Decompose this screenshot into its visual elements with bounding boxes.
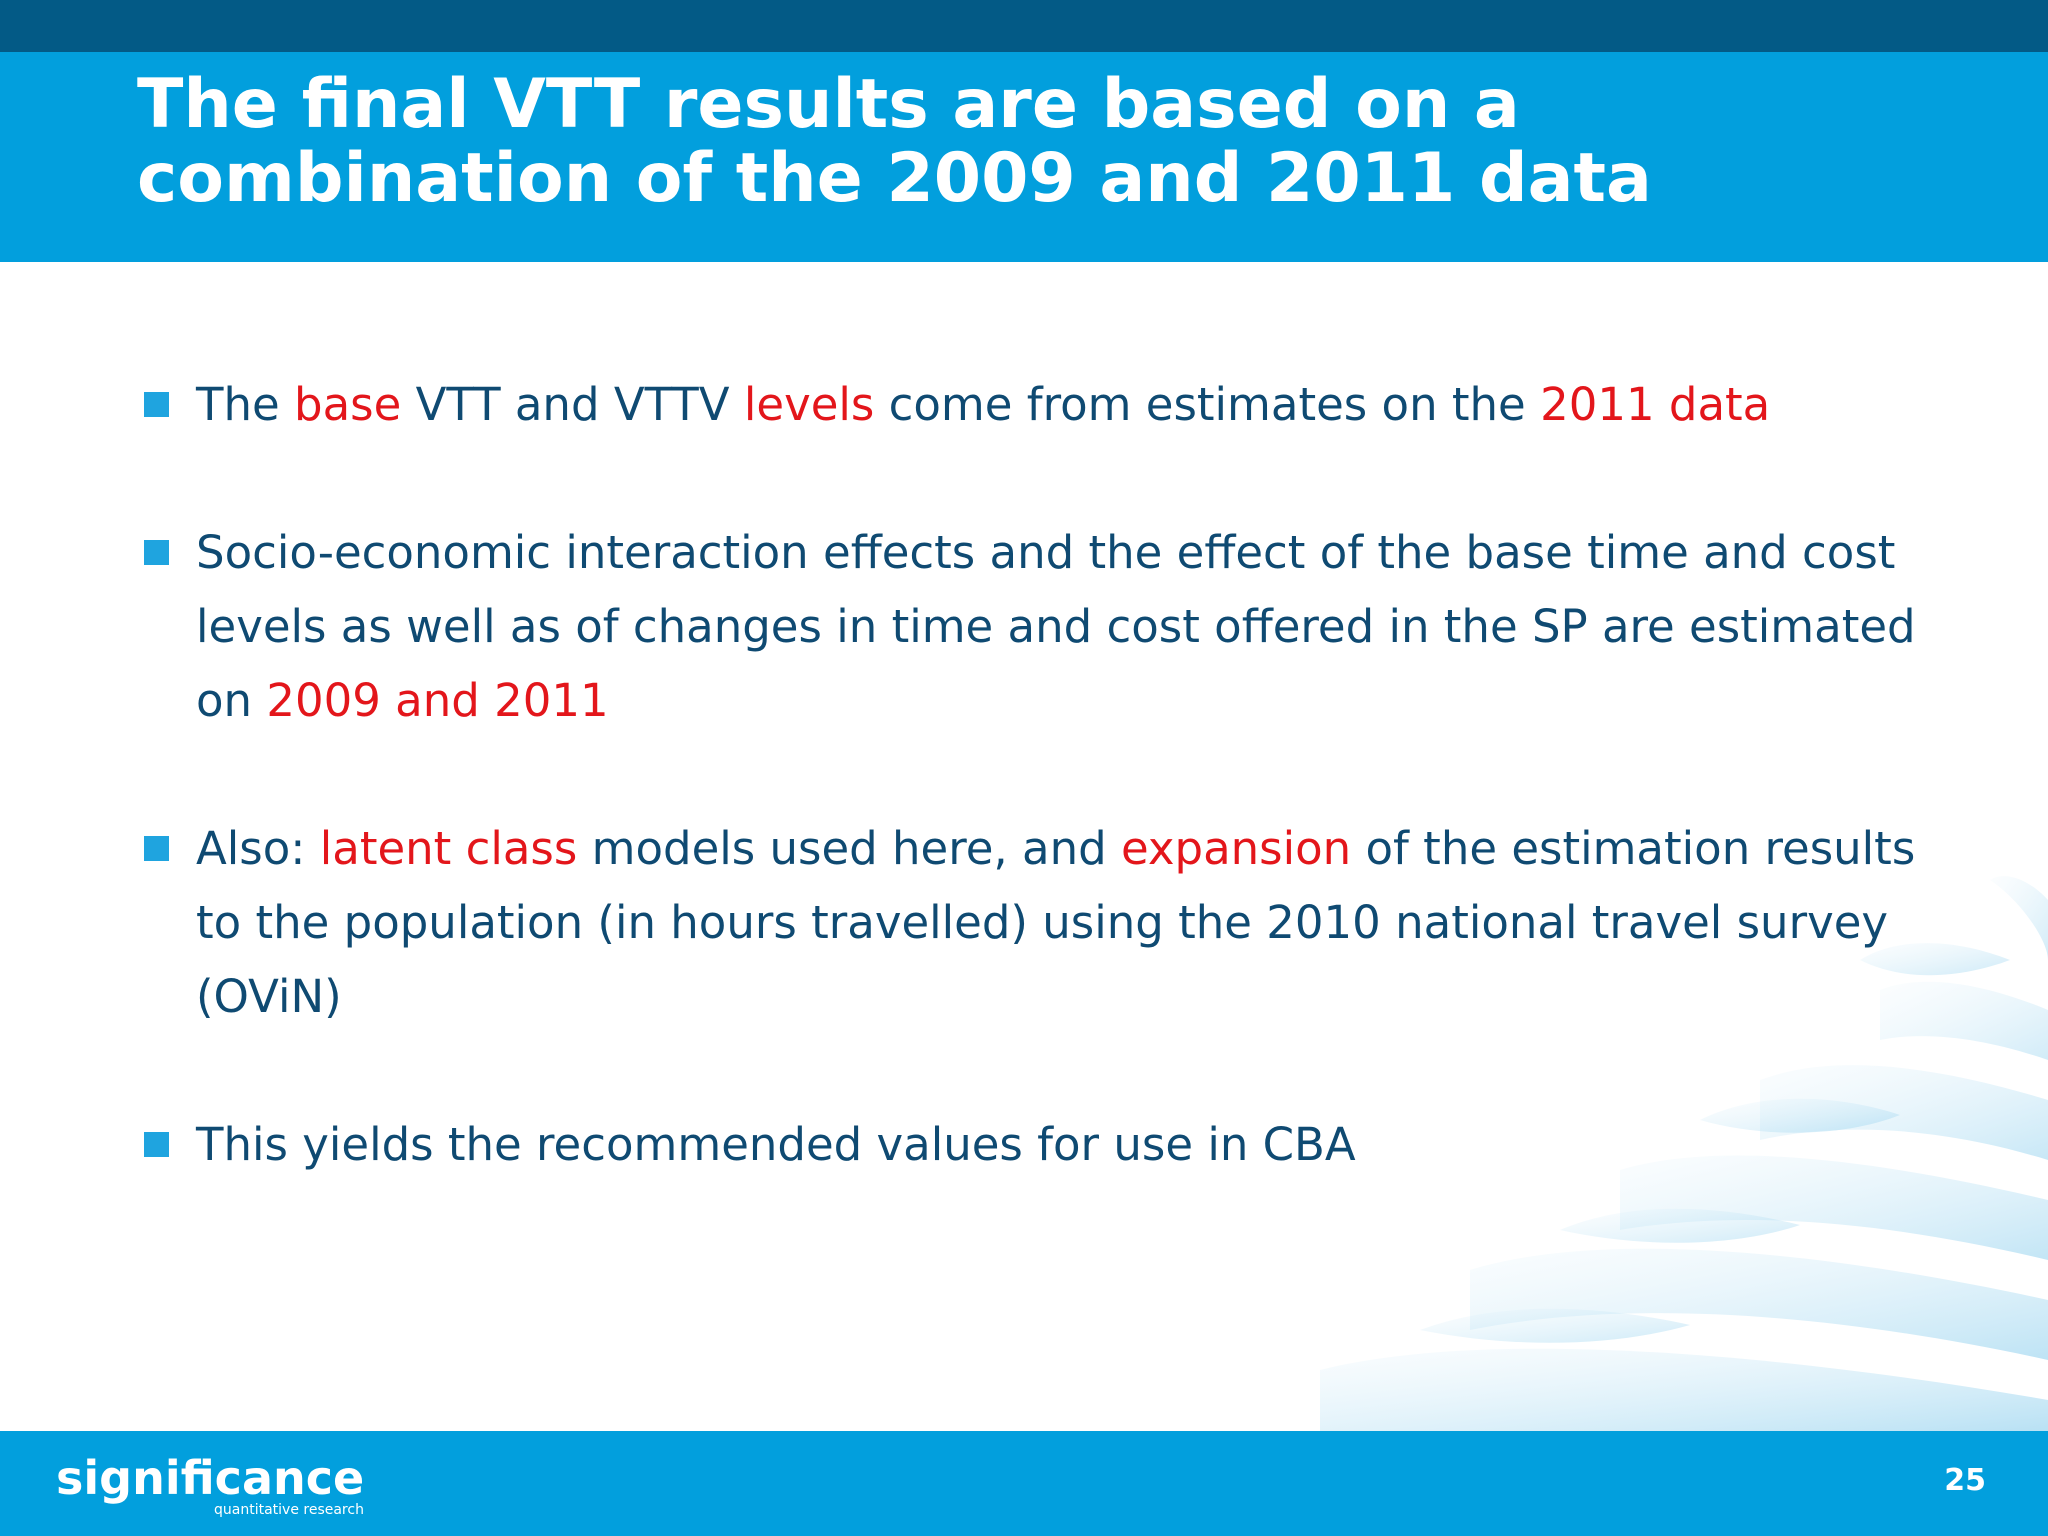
bullet-square-icon [144,540,169,565]
bullet-segment: come from estimates on the [874,378,1541,431]
bullet-list [140,368,1940,1256]
bullet-square-icon [144,1132,169,1157]
bullet-segment: The [196,378,294,431]
bullet-segment: VTT and VTTV [401,378,744,431]
bullet-segment: Socio-economic interaction effects and the effect of the base time and cost levels as well as of changes in time and cost offered in the SP are estimated on [196,526,1916,727]
bullet-item [140,1108,1940,1182]
bullet-square-icon [144,836,169,861]
bullet-highlight: base [294,378,402,431]
bullet-highlight: latent class [319,822,578,875]
company-logo [56,1452,386,1522]
bullet-highlight: levels [743,378,875,431]
logo-tagline: quantitative research [214,1502,364,1518]
bullet-text [196,526,1916,727]
bullet-item [140,812,1940,1034]
bullet-segment: of the estimation results to the population (in hours travelled) using the 2010 national travel survey (OViN) [196,822,1916,1023]
bullet-highlight: 2011 data [1540,378,1771,431]
title-line-1: The final VTT results are based on a [137,65,1520,144]
page-number: 25 [1944,1463,1986,1498]
bullet-text [196,1118,1356,1171]
logo-wordmark: significance [56,1451,365,1505]
bullet-highlight: expansion [1121,822,1352,875]
bullet-square-icon [144,392,169,417]
bullet-segment: models used here, and [577,822,1121,875]
bullet-text [196,822,1915,1023]
bullet-highlight: 2009 and 2011 [266,674,609,727]
title-line-2: combination of the 2009 and 2011 data [137,139,1652,218]
bullet-segment: This yields the recommended values for use in CBA [196,1118,1356,1171]
bullet-text [196,378,1770,431]
bullet-segment: Also: [196,822,320,875]
bullet-item [140,368,1940,442]
bullet-item [140,516,1940,738]
